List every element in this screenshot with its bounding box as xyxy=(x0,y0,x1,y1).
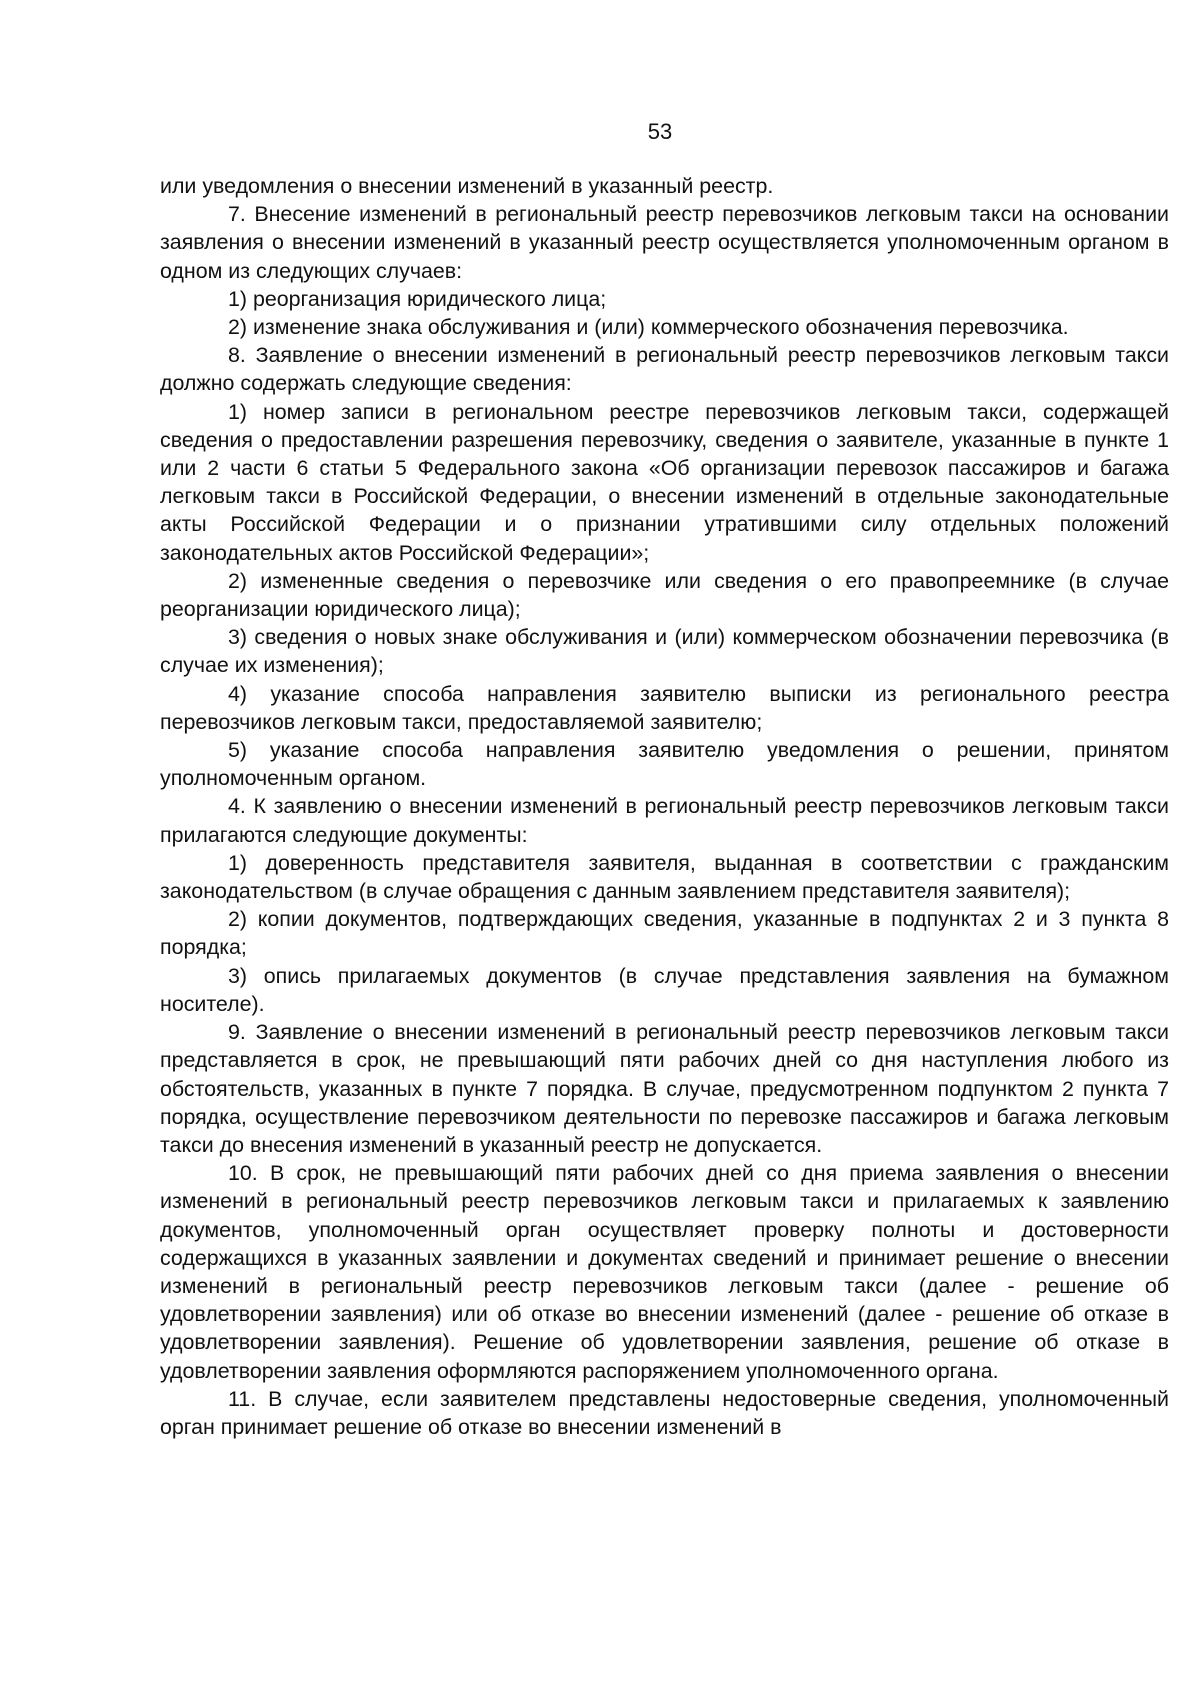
paragraph-8-item-2: 2) измененные сведения о перевозчике или сведения о его правопреемнике (в случае реорганизации юридического лица); xyxy=(160,568,1169,622)
paragraph-7-item-1: 1) реорганизация юридического лица; xyxy=(228,286,607,311)
paragraph-8-item-3: 3) сведения о новых знаке обслуживания и (или) коммерческом обозначении перевозчика (в случае их изменения); xyxy=(160,625,1169,678)
paragraph-7: 7. Внесение изменений в региональный реестр перевозчиков легковым такси на основании заявления о внесении изменений в указанный реестр осуществляется уполномоченным органом в одном из следующих случаев: xyxy=(160,202,1169,283)
paragraph-8-item-4: 4) указание способа направления заявителю выписки из регионального реестра перевозчиков легковым такси, предоставляемой заявителю; xyxy=(160,681,1169,734)
paragraph-4-item-3: 3) опись прилагаемых документов (в случае представления заявления на бумажном носителе). xyxy=(160,963,1169,1016)
paragraph-9: 9. Заявление о внесении изменений в региональный реестр перевозчиков легковым такси представляется в срок, не превышающий пяти рабочих дней со дня наступления любого из обстоятельств, указанных в пункте 7 порядка. В случае, предусмотренном подпунктом 2 пункта 7 порядка, осуществление перевозчиком деятельности по перевозке пассажиров и багажа легковым такси до внесения изменений в указанный реестр не допускается. xyxy=(160,1020,1169,1157)
paragraph-4-item-2: 2) копии документов, подтверждающих сведения, указанные в подпунктах 2 и 3 пункта 8 порядка; xyxy=(160,907,1169,960)
paragraph-11: 11. В случае, если заявителем представлены недостоверные сведения, уполномоченный орган принимает решение об отказе во внесении изменений в xyxy=(160,1386,1169,1439)
paragraph-8-item-1: 1) номер записи в региональном реестре перевозчиков легковым такси, содержащей сведения о предоставлении разрешения перевозчику, сведения о заявителе, указанные в пункте 1 или 2 части 6 статьи 5 Федерального закона «Об организации перевозок пассажиров и багажа легковым такси в Российской Федерации, о внесении изменений в отдельные законодательные акты Российской Федерации и о признании утратившими силу отдельных положений законодательных актов Российской Федерации»; xyxy=(160,399,1169,565)
paragraph-8-item-5: 5) указание способа направления заявителю уведомления о решении, принятом уполномоченным органом. xyxy=(160,738,1169,791)
document-body xyxy=(160,172,1169,1441)
paragraph-4-item-1: 1) доверенность представителя заявителя, выданная в соответствии с гражданским законодательством (в случае обращения с данным заявлением представителя заявителя); xyxy=(160,850,1169,904)
paragraph-10: 10. В срок, не превышающий пяти рабочих дней со дня приема заявления о внесении изменений в региональный реестр перевозчиков легковым такси и прилагаемых к заявлению документов, уполномоченный орган осуществляет проверку полноты и достоверности содержащихся в указанных заявлении и документах сведений и принимает решение о внесении изменений в региональный реестр перевозчиков легковым такси (далее - решение об удовлетворении заявления) или об отказе во внесении изменений (далее - решение об отказе в удовлетворении заявления). Решение об удовлетворении заявления, решение об отказе в удовлетворении заявления оформляются распоряжением уполномоченного органа. xyxy=(160,1161,1169,1383)
page-number: 53 xyxy=(647,119,673,144)
paragraph-8: 8. Заявление о внесении изменений в региональный реестр перевозчиков легковым такси должно содержать следующие сведения: xyxy=(160,343,1169,396)
paragraph-continuation: или уведомления о внесении изменений в указанный реестр. xyxy=(160,174,774,198)
paragraph-4: 4. К заявлению о внесении изменений в региональный реестр перевозчиков легковым такси прилагаются следующие документы: xyxy=(160,794,1169,847)
paragraph-7-item-2: 2) изменение знака обслуживания и (или) коммерческого обозначения перевозчика. xyxy=(228,315,1069,340)
